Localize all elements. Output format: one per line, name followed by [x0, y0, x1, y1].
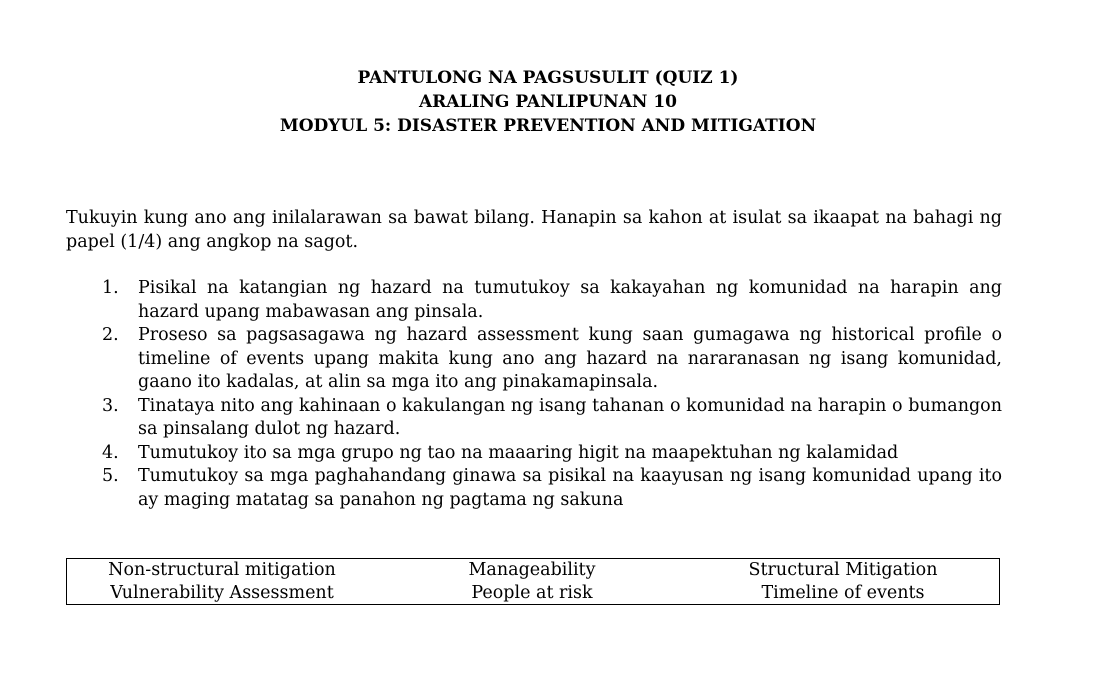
question-item [66, 442, 1002, 466]
question-item [66, 395, 1002, 442]
question-number: 4. [102, 442, 119, 463]
choice-item: Structural Mitigation [748, 560, 938, 580]
quiz-header [0, 66, 1096, 138]
question-text: Pisikal na katangian ng hazard na tumutukoy sa kakayahan ng komunidad na harapin ang hazard upang mabawasan ang pinsala. [138, 278, 1002, 322]
question-number: 1. [102, 278, 119, 298]
choice-item: People at risk [471, 583, 593, 603]
question-number: 5. [102, 466, 119, 486]
subject-title: ARALING PANLIPUNAN 10 [418, 92, 678, 112]
question-text: Tumutukoy sa mga paghahandang ginawa sa pisikal na kaayusan ng isang komunidad upang ito ay maging matatag sa panahon ng pagtama ng sakuna [138, 466, 1002, 510]
question-text: Proseso sa pagsasagawa ng hazard assessment kung saan gumagawa ng historical profile o timeline of events upang makita kung ano ang hazard na nararanasan ng isang komunidad, gaano ito kadalas, at alin sa mga ito ang pinakamapinsala. [138, 325, 1002, 392]
question-text: Tumutukoy ito sa mga grupo ng tao na maaaring higit na maapektuhan ng kalamidad [138, 442, 899, 463]
choice-item: Timeline of events [761, 583, 925, 603]
choice-item: Vulnerability Assessment [110, 583, 334, 603]
answer-choices-box [66, 558, 1000, 605]
question-item [66, 324, 1002, 395]
question-list [66, 277, 1002, 512]
module-title: MODYUL 5: DISASTER PREVENTION AND MITIGATION [279, 116, 817, 136]
instructions: Tukuyin kung ano ang inilalarawan sa bawat bilang. Hanapin sa kahon at isulat sa ikaapat na bahagi ng papel (1/4) ang angkop na sagot. [66, 208, 1002, 252]
question-item [66, 465, 1002, 512]
question-number: 2. [102, 325, 119, 345]
question-number: 3. [102, 395, 119, 416]
quiz-title: PANTULONG NA PAGSUSULIT (QUIZ 1) [357, 68, 739, 88]
choice-item: Manageability [468, 560, 596, 580]
choice-item: Non-structural mitigation [108, 560, 336, 580]
question-text: Tinataya nito ang kahinaan o kakulangan ng isang tahanan o komunidad na harapin o bumangon sa pinsalang dulot ng hazard. [138, 395, 1002, 439]
question-item [66, 277, 1002, 324]
